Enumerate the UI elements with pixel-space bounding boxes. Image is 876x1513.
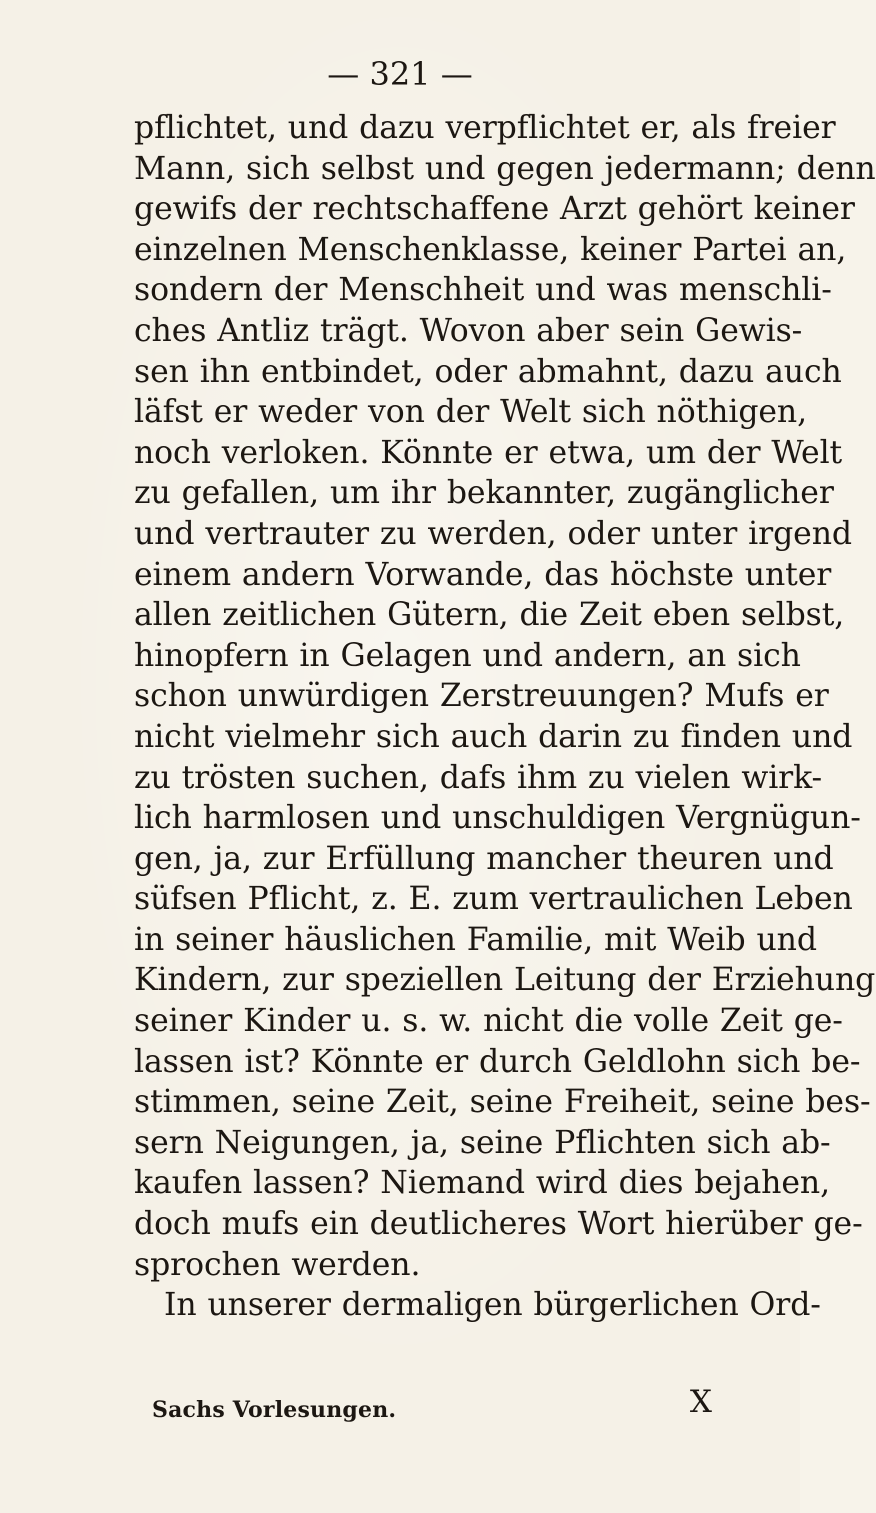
text-line: zu trösten suchen, dafs ihm zu vielen wirk- xyxy=(134,759,823,796)
text-line: sondern der Menschheit und was menschli- xyxy=(134,272,832,309)
printer-signature: Sachs Vorlesungen. xyxy=(152,1397,397,1423)
text-line: schon unwürdigen Zerstreuungen? Mufs er xyxy=(134,678,829,715)
text-line: einem andern Vorwande, das höchste unter xyxy=(134,556,832,593)
text-line: seiner Kinder u. s. w. nicht die volle Zeit ge- xyxy=(134,1003,843,1040)
text-line: hinopfern in Gelagen und andern, an sich xyxy=(134,637,801,674)
page-header xyxy=(0,52,800,96)
text-line: Kindern, zur speziellen Leitung der Erziehung xyxy=(134,962,876,999)
page-body-text xyxy=(134,108,876,1326)
text-line: nicht vielmehr sich auch darin zu finden und xyxy=(134,718,853,755)
text-line: doch mufs ein deutlicheres Wort hierüber ge- xyxy=(134,1206,863,1243)
text-line: gen, ja, zur Erfüllung mancher theuren und xyxy=(134,840,834,877)
text-line: läfst er weder von der Welt sich nöthigen, xyxy=(134,394,808,431)
text-line: gewifs der rechtschaffene Arzt gehört keiner xyxy=(134,191,855,228)
text-line: süfsen Pflicht, z. E. zum vertraulichen Leben xyxy=(134,881,853,918)
text-line: sern Neigungen, ja, seine Pflichten sich ab- xyxy=(134,1124,831,1161)
text-line: ches Antliz trägt. Wovon aber sein Gewis- xyxy=(134,312,803,349)
text-line: zu gefallen, um ihr bekannter, zugänglicher xyxy=(134,475,834,512)
page-number: — 321 — xyxy=(327,55,473,93)
text-line: sprochen werden. xyxy=(134,1246,421,1283)
text-line: lassen ist? Könnte er durch Geldlohn sich be- xyxy=(134,1043,861,1080)
text-line: stimmen, seine Zeit, seine Freiheit, seine bes- xyxy=(134,1084,871,1121)
text-line: allen zeitlichen Gütern, die Zeit eben selbst, xyxy=(134,597,845,634)
page-footer xyxy=(152,1384,712,1430)
text-line: einzelnen Menschenklasse, keiner Partei an, xyxy=(134,231,847,268)
text-line: in seiner häuslichen Familie, mit Weib und xyxy=(134,921,817,958)
text-line: noch verloken. Könnte er etwa, um der Welt xyxy=(134,434,843,471)
text-line: Mann, sich selbst und gegen jedermann; denn xyxy=(134,150,876,187)
text-line: pflichtet, und dazu verpflichtet er, als freier xyxy=(134,110,836,146)
text-line: kaufen lassen? Niemand wird dies bejahen, xyxy=(134,1165,830,1202)
text-line: sen ihn entbindet, oder abmahnt, dazu auch xyxy=(134,353,842,390)
text-line: und vertrauter zu werden, oder unter irgend xyxy=(134,515,852,552)
sheet-mark: X xyxy=(689,1384,712,1420)
paragraph-start-line: In unserer dermaligen bürgerlichen Ord- xyxy=(164,1287,821,1324)
text-line: lich harmlosen und unschuldigen Vergnügun- xyxy=(134,800,861,837)
